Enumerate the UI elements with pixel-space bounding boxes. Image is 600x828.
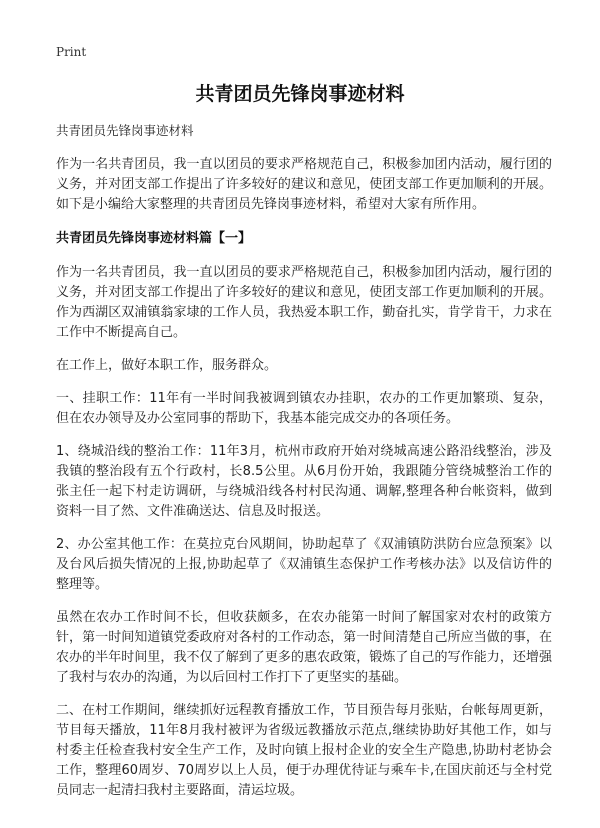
body-paragraph-2: 在工作上，做好本职工作，服务群众。 — [56, 358, 278, 373]
intro-paragraph: 作为一名共青团员，我一直以团员的要求严格规范自己，积极参加团内活动，履行团的义务，并对团支部工作提出了许多较好的建议和意见，使团支部工作更加顺利的开展。如下是小编给大家整理的共青团员先锋岗事迹材料，希望对大家有所作用。 — [56, 157, 552, 212]
section-heading: 共青团员先锋岗事迹材料篇【一】 — [56, 231, 252, 246]
body-paragraph-1: 作为一名共青团员，我一直以团员的要求严格规范自己，积极参加团内活动，履行团的义务，并对团支部工作提出了许多较好的建议和意见，使团支部工作更加顺利的开展。作为西湖区双浦镇翁家埭的工作人员，我热爱本职工作，勤奋扎实，肯学肯干，力求在工作中不断提高自己。 — [56, 265, 552, 340]
body-paragraph-3: 一、挂职工作：11年有一半时间我被调到镇农办挂职，农办的工作更加繁琐、复杂，但在农办领导及办公室同事的帮助下，我基本能完成交办的各项任务。 — [56, 391, 552, 426]
document-body — [56, 122, 552, 814]
page-title: 共青团员先锋岗事迹材料 — [195, 83, 405, 105]
body-paragraph-6: 虽然在农办工作时间不长，但收获颇多，在农办能第一时间了解国家对农村的政策方针，第一时间知道镇党委政府对各村的工作动态，第一时间清楚自己所应当做的事，在农办的半年时间里，我不仅了解到了更多的惠农政策，锻炼了自己的写作能力，还增强了我村与农办的沟通，为以后回村工作打下了更坚实的基础。 — [56, 610, 552, 685]
document-subtitle: 共青团员先锋岗事迹材料 — [56, 123, 194, 138]
body-paragraph-7: 二、在村工作期间，继续抓好远程教育播放工作，节目预告每月张贴，台帐每周更新，节目每天播放，11年8月我村被评为省级远教播放示范点,继续协助好其他工作，如与村委主任检查我村安全生产工作，及时向镇上报村企业的安全生产隐患,协助村老协会工作，整理60周岁、70周岁以上人员，便于办理优待证与乘车卡,在国庆前还与全村党员同志一起清扫我村主要路面，清运垃圾。 — [56, 703, 552, 798]
print-link[interactable]: Print — [56, 45, 87, 59]
body-paragraph-5: 2、办公室其他工作：在莫拉克台风期间，协助起草了《双浦镇防洪防台应急预案》以及台风后损失情况的上报,协助起草了《双浦镇生态保护工作考核办法》以及信访件的整理等。 — [56, 537, 552, 592]
body-paragraph-4: 1、绕城沿线的整治工作：11年3月，杭州市政府开始对绕城高速公路沿线整治，涉及我镇的整治段有五个行政村，长8.5公里。从6月份开始，我跟随分管绕城整治工作的张主任一起下村走访调研，与绕城沿线各村村民沟通、调解,整理各种台帐资料，做到资料一目了然、文件准确送达、信息及时报送。 — [56, 444, 552, 519]
